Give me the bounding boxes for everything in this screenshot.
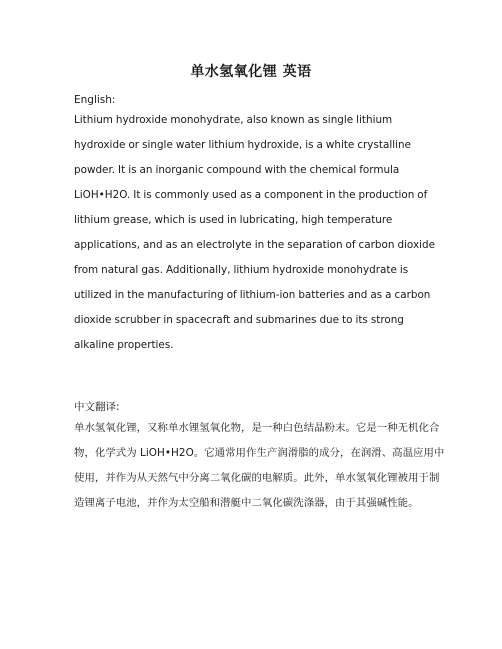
- english-paragraph: Lithium hydroxide monohydrate, also known as single lithium hydroxide or single water lithium hydroxide, is a white crystalline powder. It is an inorganic compound with the chemical formula LiOH•H2O. It is commonly used as a component in the production of lithium grease, which is used in lubricating, high temperature applications, and as an electrolyte in the separation of carbon dioxide from natural gas. Additionally, lithium hydroxide monohydrate is utilized in the manufacturing of lithium-ion batteries and as a carbon dioxide scrubber in spacecraft and submarines due to its strong alkaline properties.: [74, 114, 435, 351]
- chinese-paragraph: 单水氢氧化锂，又称单水锂氢氧化物，是一种白色结晶粉末。它是一种无机化合物，化学式为 LiOH•H2O。它通常用作生产润滑脂的成分，在润滑、高温应用中使用，并作为从天然气中分离二氧化碳的电解质。此外，单水氢氧化锂被用于制造锂离子电池，并作为太空船和潜艇中二氧化碳洗涤器，由于其强碱性能。: [74, 422, 445, 509]
- chinese-label: 中文翻译:: [74, 401, 120, 413]
- english-label: English:: [74, 94, 116, 106]
- document-title: 单水氢氧化锂 英语: [190, 64, 312, 80]
